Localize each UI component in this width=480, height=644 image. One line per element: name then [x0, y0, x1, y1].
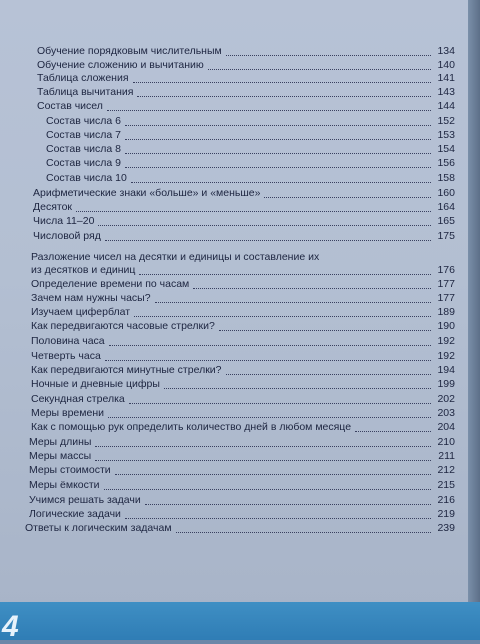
toc-entry [31, 264, 455, 278]
toc-entry-page: 140 [437, 59, 455, 71]
toc-entry-title: Меры стоимости [29, 464, 111, 476]
toc-entry [37, 59, 455, 73]
toc-leader-dots [125, 143, 431, 154]
toc-entry-page: 215 [437, 479, 455, 491]
toc-leader-dots [108, 407, 431, 418]
toc-entry [37, 86, 455, 100]
toc-entry-title: Числовой ряд [33, 230, 101, 242]
toc-entry-title: Зачем нам нужны часы? [31, 292, 151, 304]
toc-entry-title: Изучаем циферблат [31, 306, 131, 318]
toc-entry-title: Ночные и дневные цифры [31, 378, 160, 390]
toc-entry [31, 306, 455, 320]
toc-entry-page: 216 [437, 494, 455, 506]
toc-leader-dots [139, 264, 431, 275]
toc-entry-page: 219 [437, 508, 455, 520]
toc-entry [33, 201, 455, 215]
toc-leader-dots [125, 508, 431, 519]
toc-entry-page: 177 [437, 278, 455, 290]
toc-leader-dots [176, 522, 431, 533]
toc-entry-title: Обучение сложению и вычитанию [37, 59, 204, 71]
toc-entry [29, 479, 455, 493]
toc-entry-page: 165 [437, 215, 455, 227]
toc-leader-dots [193, 278, 431, 289]
toc-entry-page: 211 [438, 450, 455, 462]
toc-entry-page: 177 [437, 292, 455, 304]
toc-leader-dots [208, 59, 431, 70]
toc-leader-dots [115, 464, 431, 475]
toc-entry-page: 141 [437, 72, 455, 84]
toc-leader-dots [137, 86, 431, 97]
toc-entry [46, 172, 455, 186]
toc-leader-dots [219, 320, 431, 331]
toc-entry [31, 335, 455, 349]
toc-entry-title: Арифметические знаки «больше» и «меньше» [33, 187, 261, 199]
toc-leader-dots [164, 378, 431, 389]
toc-leader-dots [355, 421, 431, 432]
toc-entry-title: Состав числа 7 [46, 129, 122, 141]
toc-entry-title: Меры массы [29, 450, 92, 462]
toc-entry [29, 494, 455, 508]
toc-entry-title: Как передвигаются минутные стрелки? [31, 364, 222, 376]
toc-leader-dots [105, 230, 431, 241]
page-number: 4 [2, 610, 19, 643]
toc-entry [33, 187, 455, 201]
toc-entry-title: Учимся решать задачи [29, 494, 141, 506]
toc-entry-page: 143 [437, 86, 455, 98]
toc-leader-dots [226, 364, 432, 375]
toc-entry-page: 153 [437, 129, 455, 141]
toc-entry-title: Меры времени [31, 407, 104, 419]
toc-entry [29, 436, 455, 450]
toc-leader-dots [226, 45, 431, 56]
toc-entry-page: 202 [437, 393, 455, 405]
toc-leader-dots [131, 172, 431, 183]
toc-entry [31, 350, 455, 364]
page-edge-shadow [468, 0, 480, 640]
toc-entry-page: 239 [437, 522, 455, 534]
toc-entry-page: 203 [437, 407, 455, 419]
toc-entry [31, 320, 455, 334]
toc-entry-title: Таблица вычитания [37, 86, 134, 98]
toc-entry-title: Меры ёмкости [29, 479, 100, 491]
toc-leader-dots [95, 450, 431, 461]
toc-entry-title: Состав числа 8 [46, 143, 122, 155]
toc-entry-page: 189 [437, 306, 455, 318]
toc-entry-title: Десяток [33, 201, 73, 213]
toc-entry-title: Меры длины [29, 436, 92, 448]
toc-entry [37, 72, 455, 86]
toc-entry-page: 204 [437, 421, 455, 433]
toc-entry-page: 134 [437, 45, 455, 57]
toc-entry-page: 192 [437, 335, 455, 347]
toc-entry-title: Логические задачи [29, 508, 121, 520]
toc-entry-title: Состав числа 6 [46, 115, 122, 127]
toc-entry-page: 199 [437, 378, 455, 390]
toc-entry-page: 154 [437, 143, 455, 155]
toc-leader-dots [129, 393, 431, 404]
toc-entry [46, 129, 455, 143]
toc-entry-title: Определение времени по часам [31, 278, 190, 290]
toc-entry-page: 210 [437, 436, 455, 448]
toc-entry [31, 378, 455, 392]
toc-entry [31, 407, 455, 421]
toc-entry [46, 157, 455, 171]
toc-entry [31, 278, 455, 292]
toc-entry [37, 100, 455, 114]
toc-entry-page: 160 [437, 187, 455, 199]
toc-entry-title: Как с помощью рук определить количество дней в любом месяце [31, 421, 352, 433]
footer-band [0, 602, 480, 640]
toc-entry-page: 152 [437, 115, 455, 127]
toc-entry-title: Обучение порядковым числительным [37, 45, 222, 57]
toc-leader-dots [109, 335, 431, 346]
toc-entry [46, 115, 455, 129]
toc-entry [31, 364, 455, 378]
toc-entry-page: 190 [437, 320, 455, 332]
toc-entry-title: Четверть часа [31, 350, 101, 362]
toc-entry-line-1: Разложение чисел на десятки и единицы и составление их [31, 251, 320, 263]
toc-leader-dots [125, 157, 431, 168]
toc-leader-dots [76, 201, 431, 212]
toc-entry-title: Ответы к логическим задачам [25, 522, 172, 534]
toc-entry [37, 45, 455, 59]
toc-leader-dots [264, 187, 431, 198]
toc-entry-title: Секундная стрелка [31, 393, 125, 405]
toc-entry-page: 144 [437, 100, 455, 112]
toc-leader-dots [104, 479, 431, 490]
toc-leader-dots [125, 129, 431, 140]
toc-entry [33, 230, 455, 244]
toc-entry-title: Состав чисел [37, 100, 103, 112]
toc-leader-dots [155, 292, 431, 303]
toc-entry-title: Половина часа [31, 335, 105, 347]
toc-entry-title: Таблица сложения [37, 72, 129, 84]
toc-entry [46, 143, 455, 157]
toc-entry [29, 464, 455, 478]
toc-entry-page: 164 [437, 201, 455, 213]
toc-entry-title: Как передвигаются часовые стрелки? [31, 320, 215, 332]
toc-entry-page: 194 [437, 364, 455, 376]
toc-entry [25, 522, 455, 536]
toc-entry-page: 175 [437, 230, 455, 242]
toc-leader-dots [95, 436, 431, 447]
toc-entry [31, 393, 455, 407]
toc-entry-page: 158 [437, 172, 455, 184]
toc-leader-dots [145, 494, 431, 505]
toc-leader-dots [105, 350, 431, 361]
toc-entry [29, 508, 455, 522]
toc-leader-dots [107, 100, 431, 111]
toc-entry [31, 421, 455, 435]
toc-leader-dots [134, 306, 431, 317]
toc-entry [29, 450, 455, 464]
toc-entry-page: 156 [437, 157, 455, 169]
toc-leader-dots [133, 72, 431, 83]
toc-entry-title: из десятков и единиц [31, 264, 136, 276]
toc-entry-page: 176 [437, 264, 455, 276]
toc-entry [31, 292, 455, 306]
toc-leader-dots [98, 215, 431, 226]
toc-entry [33, 215, 455, 229]
toc-entry-title: Состав числа 9 [46, 157, 122, 169]
toc-leader-dots [125, 115, 431, 126]
toc-entry-title: Числа 11–20 [33, 215, 95, 227]
toc-entry-page: 212 [437, 464, 455, 476]
toc-entry-page: 192 [437, 350, 455, 362]
toc-entry-title: Состав числа 10 [46, 172, 127, 184]
